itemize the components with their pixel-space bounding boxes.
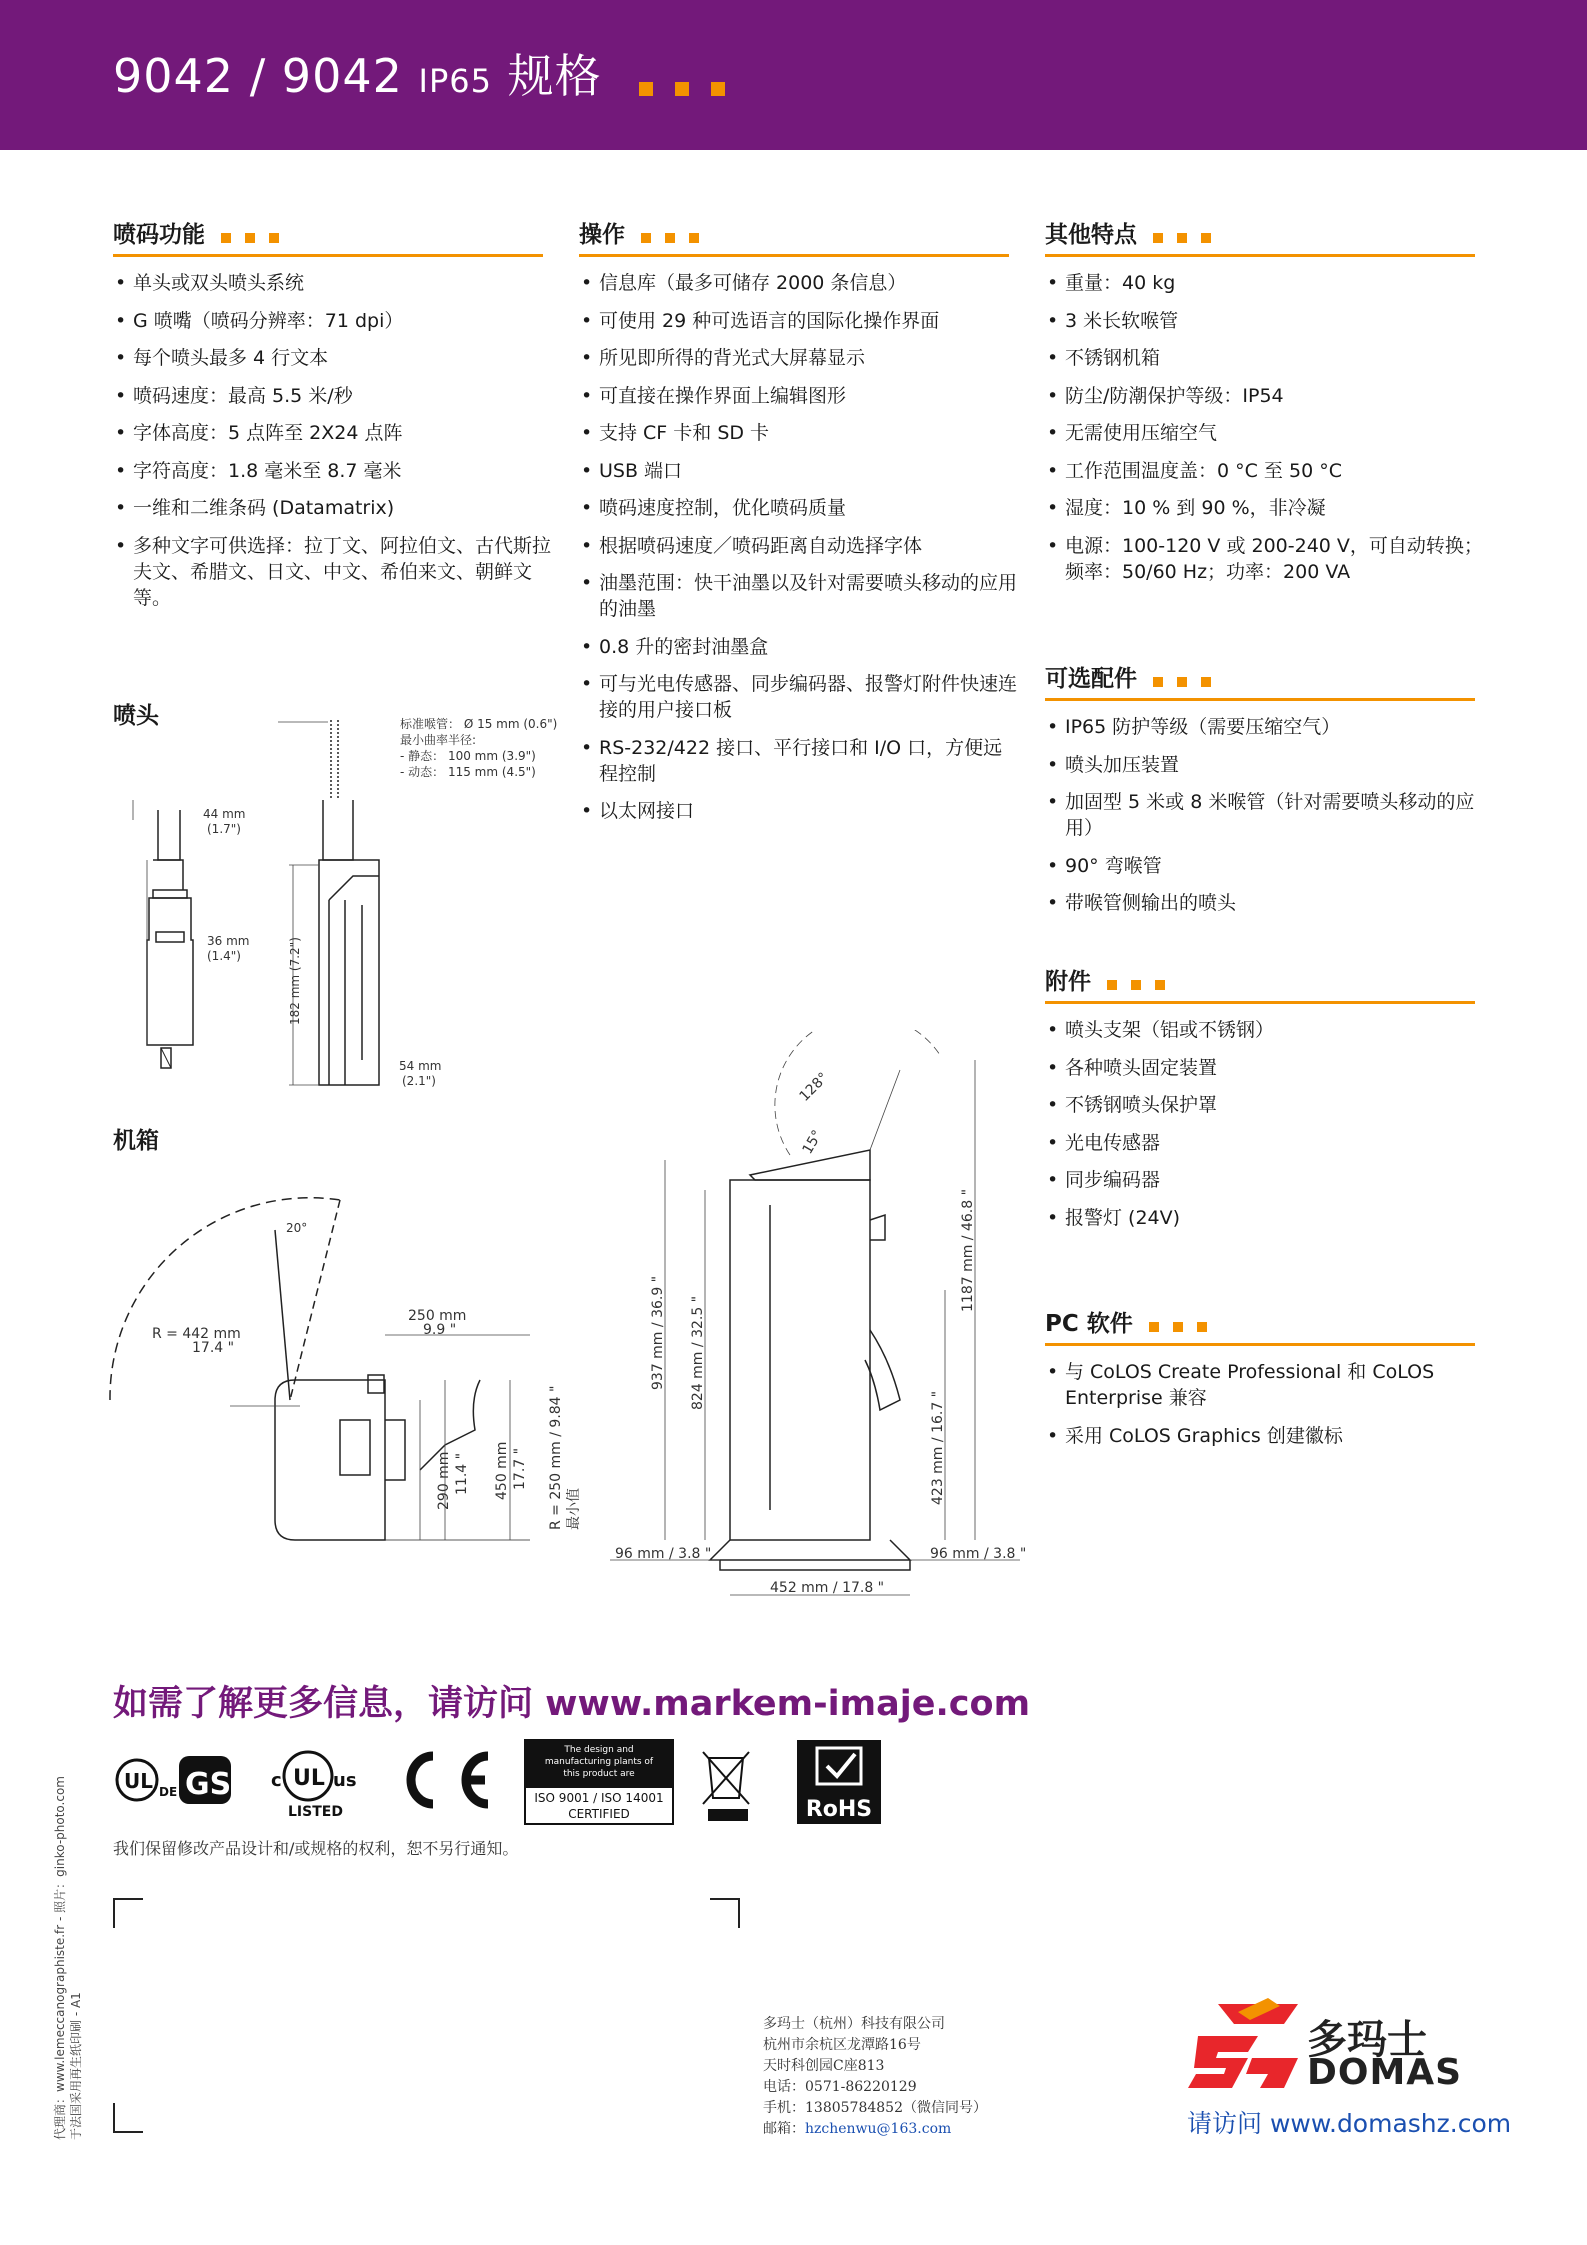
list-item: • 信息库（最多可储存 2000 条信息） [579, 270, 1019, 296]
list-item: • 同步编码器 [1045, 1167, 1485, 1193]
svg-text:The design and: The design and [564, 1745, 634, 1755]
list-item: • 根据喷码速度／喷码距离自动选择字体 [579, 533, 1019, 559]
certification-logos [113, 1738, 883, 1828]
list-item: • 湿度：10 % 到 90 %，非冷凝 [1045, 495, 1485, 521]
list-item: • 以太网接口 [579, 798, 1019, 824]
dim-h450: 450 mm [494, 1441, 510, 1500]
list-item: • RS-232/422 接口、平行接口和 I/O 口，方便远程控制 [579, 735, 1019, 787]
crop-mark [113, 1898, 143, 1928]
section-decor-dots [641, 223, 713, 249]
iso-certified-badge [525, 1740, 673, 1824]
more-info-link[interactable]: 如需了解更多信息，请访问 www.markem-imaje.com [113, 1684, 1031, 1724]
list-item: • 重量：40 kg [1045, 270, 1485, 296]
printhead-spec-1: 标准喉管： Ø 15 mm (0.6") [400, 717, 558, 731]
printhead-spec-3: - 静态： 100 mm (3.9") [400, 749, 536, 763]
cabinet-top-diagram [100, 1170, 600, 1570]
dim-h290-in: 11.4 " [454, 1452, 470, 1495]
section-decor-dots [1107, 970, 1179, 996]
list-item: • 加固型 5 米或 8 米喉管（针对需要喷头移动的应用） [1045, 789, 1485, 841]
list-item: • 字体高度：5 点阵至 2X24 点阵 [113, 420, 553, 446]
list-item: • 无需使用压缩空气 [1045, 420, 1485, 446]
svg-text:UL: UL [124, 1769, 153, 1793]
ul-c-label: c [271, 1770, 282, 1791]
list-operation [579, 270, 1019, 836]
list-item: • 喷码速度控制，优化喷码质量 [579, 495, 1019, 521]
list-item: • 报警灯 (24V) [1045, 1205, 1485, 1231]
dim-h937: 937 mm / 36.9 " [650, 1275, 666, 1390]
section-rule [113, 254, 543, 257]
section-title-printhead: 喷头 [113, 703, 159, 729]
list-item: • 工作范围温度盖：0 °C 至 50 °C [1045, 458, 1485, 484]
rohs-label: RoHS [805, 1797, 873, 1822]
dim-r250-min: 最小值 [566, 1488, 582, 1530]
list-item: • 各种喷头固定装置 [1045, 1055, 1485, 1081]
printhead-spec-2: 最小曲率半径: [400, 733, 477, 747]
dim-44: 44 mm [203, 807, 246, 821]
list-item: • 可与光电传感器、同步编码器、报警灯附件快速连接的用户接口板 [579, 671, 1019, 723]
crop-mark [113, 2103, 143, 2133]
list-accessories [1045, 1017, 1485, 1242]
printhead-diagram [113, 700, 593, 1120]
page-header [0, 0, 1587, 150]
weee-bin-icon [703, 1752, 749, 1820]
list-item: • 90° 弯喉管 [1045, 853, 1485, 879]
list-item: • 不锈钢喷头保护罩 [1045, 1092, 1485, 1118]
dim-w96-right: 96 mm / 3.8 " [930, 1546, 1027, 1562]
dim-radius: R = 442 mm [152, 1326, 241, 1342]
company-mobile: 手机：13805784852（微信同号） [763, 2100, 987, 2116]
dim-182: 182 mm (7.2") [288, 937, 302, 1025]
dim-w250-in: 9.9 " [423, 1322, 457, 1338]
list-item: • 防尘/防潮保护等级：IP54 [1045, 383, 1485, 409]
dim-54-in: (2.1") [402, 1074, 436, 1088]
dim-w250: 250 mm [408, 1308, 467, 1324]
title-suffix: 规格 [507, 49, 602, 103]
list-code-function [113, 270, 553, 622]
list-item: • 3 米长软喉管 [1045, 308, 1485, 334]
list-item: • 可直接在操作界面上编辑图形 [579, 383, 1019, 409]
dim-angle-20: 20° [286, 1221, 308, 1235]
list-item: • 喷头加压装置 [1045, 752, 1485, 778]
list-item: • 电源：100-120 V 或 200-240 V，可自动转换；频率：50/60 Hz；功率：200 VA [1045, 533, 1485, 585]
section-title-cabinet: 机箱 [113, 1128, 159, 1154]
dim-36: 36 mm [207, 934, 250, 948]
domas-logo-icon [1188, 1996, 1306, 2092]
email-label: 邮箱： [763, 2121, 805, 2137]
section-decor-dots [1149, 1312, 1221, 1338]
dim-w452: 452 mm / 17.8 " [770, 1580, 885, 1596]
section-rule [579, 254, 1009, 257]
svg-text:CERTIFIED: CERTIFIED [568, 1807, 630, 1821]
list-item: • 字符高度：1.8 毫米至 8.7 毫米 [113, 458, 553, 484]
dim-36-in: (1.4") [207, 949, 241, 963]
list-item: • 所见即所得的背光式大屏幕显示 [579, 345, 1019, 371]
section-title-pc-software: PC 软件 [1045, 1305, 1221, 1338]
svg-text:manufacturing plants of: manufacturing plants of [544, 1757, 654, 1767]
dim-h824: 824 mm / 32.5 " [690, 1295, 706, 1410]
list-pc-software [1045, 1359, 1485, 1460]
list-item: • 可使用 29 种可选语言的国际化操作界面 [579, 308, 1019, 334]
section-rule [1045, 254, 1475, 257]
list-item: • 不锈钢机箱 [1045, 345, 1485, 371]
section-decor-dots [1153, 667, 1225, 693]
list-item: • 带喉管侧输出的喷头 [1045, 890, 1485, 916]
title-decor-dots [639, 53, 747, 107]
dim-54: 54 mm [399, 1059, 442, 1073]
section-title-operation: 操作 [579, 216, 713, 249]
list-optional-accessories [1045, 714, 1485, 928]
section-title-optional-accessories: 可选配件 [1045, 660, 1225, 693]
title-model: 9042 / 9042 [113, 49, 403, 103]
dim-angle-128: 128° [796, 1069, 832, 1105]
company-name: 多玛士（杭州）科技有限公司 [763, 2016, 945, 2032]
title-ip: IP65 [418, 62, 492, 100]
ul-us-label: us [333, 1770, 357, 1791]
ul-gs-logo [117, 1756, 231, 1804]
company-phone: 电话：0571-86220129 [763, 2079, 917, 2095]
list-item: • 0.8 升的密封油墨盒 [579, 634, 1019, 660]
section-rule [1045, 698, 1475, 701]
list-item: • 光电传感器 [1045, 1130, 1485, 1156]
section-rule [1045, 1343, 1475, 1346]
svg-text:GS: GS [185, 1767, 232, 1802]
section-rule [1045, 1001, 1475, 1004]
list-item: • 每个喷头最多 4 行文本 [113, 345, 553, 371]
list-item: • 喷头支架（铝或不锈钢） [1045, 1017, 1485, 1043]
dim-angle-15: 15° [799, 1127, 826, 1157]
dim-h1187: 1187 mm / 46.8 " [960, 1188, 976, 1312]
section-title-accessories: 附件 [1045, 963, 1179, 996]
ce-mark-logo [411, 1756, 488, 1804]
side-credit: 代理商：www.lemeccanographiste.fr - 照片：ginko-photo.com 于法国采用再生纸印刷 - A1 [53, 1776, 83, 2140]
list-item: • 采用 CoLOS Graphics 创建徽标 [1045, 1423, 1485, 1449]
rohs-logo [797, 1740, 881, 1824]
list-item: • 油墨范围：快干油墨以及针对需要喷头移动的应用的油墨 [579, 570, 1019, 622]
list-item: • 单头或双头喷头系统 [113, 270, 553, 296]
dim-44-in: (1.7") [207, 822, 241, 836]
dim-radius-in: 17.4 " [192, 1340, 235, 1356]
list-item: • USB 端口 [579, 458, 1019, 484]
domas-logo-cn: 多玛士 [1307, 2017, 1427, 2063]
svg-text:ISO 9001 / ISO 14001: ISO 9001 / ISO 14001 [534, 1791, 664, 1805]
ul-de-label: DE [159, 1785, 178, 1799]
list-item: • 喷码速度：最高 5.5 米/秒 [113, 383, 553, 409]
printhead-spec-4: - 动态： 115 mm (4.5") [400, 765, 536, 779]
list-item: • G 喷嘴（喷码分辨率：71 dpi） [113, 308, 553, 334]
cul-us-logo [271, 1752, 357, 1820]
crop-mark [710, 1898, 740, 1928]
list-item: • 一维和二维条码 (Datamatrix) [113, 495, 553, 521]
domas-logo-en: DOMAS [1307, 2052, 1463, 2093]
company-address: 杭州市余杭区龙潭路16号 [763, 2037, 921, 2053]
dim-w96-left: 96 mm / 3.8 " [615, 1546, 712, 1562]
rights-notice: 我们保留修改产品设计和/或规格的权利，恕不另行通知。 [113, 1839, 519, 1858]
list-item: • 多种文字可供选择：拉丁文、阿拉伯文、古代斯拉夫文、希腊文、日文、中文、希伯来文、朝鲜文等。 [113, 533, 553, 611]
section-decor-dots [221, 223, 293, 249]
section-decor-dots [1153, 223, 1225, 249]
ul-listed-label: LISTED [288, 1804, 343, 1820]
list-item: • 与 CoLOS Create Professional 和 CoLOS Enterprise 兼容 [1045, 1359, 1485, 1411]
cabinet-side-diagram [600, 1030, 1030, 1610]
section-title-code-function: 喷码功能 [113, 216, 293, 249]
company-email[interactable]: hzchenwu@163.com [805, 2121, 952, 2137]
distributor-info [763, 2014, 987, 2140]
company-address: 天时科创园C座813 [763, 2058, 885, 2074]
list-other-features [1045, 270, 1485, 596]
svg-text:this product are: this product are [563, 1769, 635, 1779]
dim-h290: 290 mm [436, 1451, 452, 1510]
domas-website-link[interactable]: 请访问 www.domashz.com [1187, 2109, 1512, 2138]
dim-h423: 423 mm / 16.7 " [930, 1390, 946, 1505]
list-item: • 支持 CF 卡和 SD 卡 [579, 420, 1019, 446]
svg-text:UL: UL [293, 1766, 325, 1791]
list-item: • IP65 防护等级（需要压缩空气） [1045, 714, 1485, 740]
dim-h450-in: 17.7 " [512, 1447, 528, 1490]
section-title-other-features: 其他特点 [1045, 216, 1225, 249]
dim-r250: R = 250 mm / 9.84 " [548, 1385, 564, 1530]
page-title [113, 40, 747, 107]
